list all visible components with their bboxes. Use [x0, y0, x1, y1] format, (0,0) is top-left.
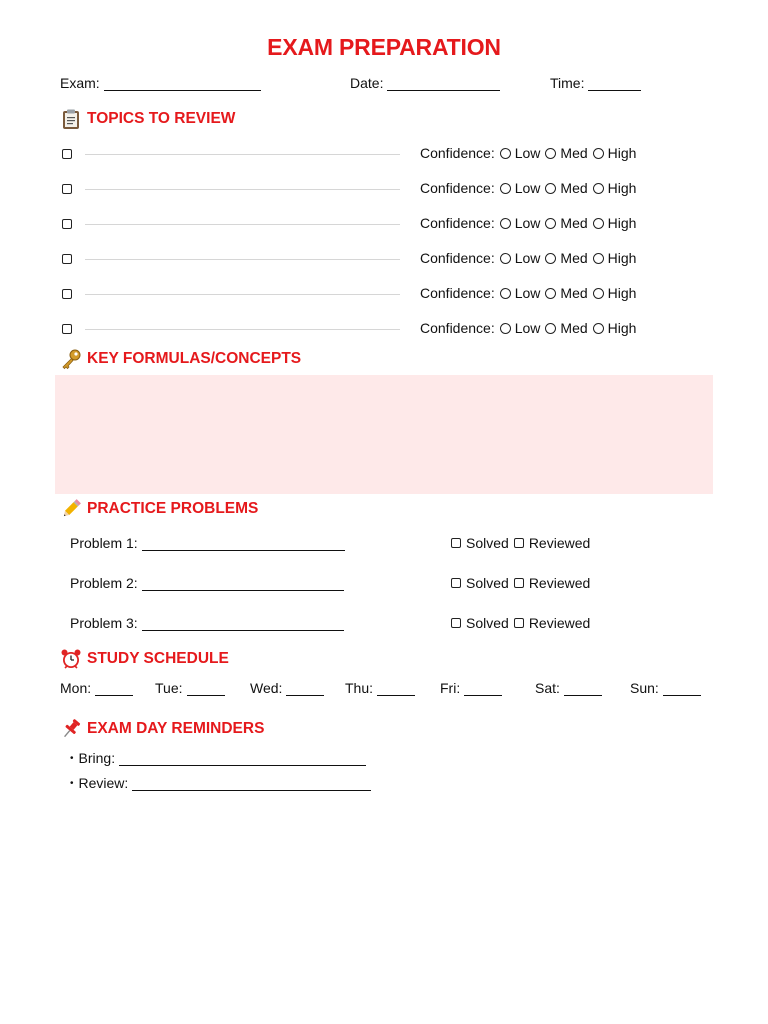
confidence-label: Confidence:: [420, 250, 495, 266]
confidence-group: [420, 145, 636, 161]
confidence-label: Confidence:: [420, 180, 495, 196]
pushpin-icon: [60, 718, 82, 740]
confidence-label: Confidence:: [420, 285, 495, 301]
confidence-radio-med[interactable]: [545, 218, 556, 229]
sat-label: Sat:: [535, 680, 560, 696]
schedule-row: [60, 680, 720, 700]
problem-row-3: [70, 615, 670, 635]
exam-label: Exam:: [60, 75, 100, 91]
reminder-bring[interactable]: [70, 750, 366, 766]
confidence-option-label: Med: [560, 215, 588, 231]
fri-blank[interactable]: [464, 682, 502, 696]
schedule-tue[interactable]: [155, 680, 225, 696]
confidence-radio-low[interactable]: [500, 183, 511, 194]
review-label: Review:: [78, 775, 129, 791]
confidence-option-label: Med: [560, 285, 588, 301]
pencil-icon: [60, 498, 82, 520]
formulas-heading-label: KEY FORMULAS/CONCEPTS: [87, 350, 302, 367]
confidence-option-label: Low: [514, 250, 541, 266]
key-icon: [60, 348, 82, 370]
confidence-radio-high[interactable]: [593, 288, 604, 299]
confidence-label: Confidence:: [420, 320, 495, 336]
topic-row-2: [60, 180, 720, 200]
topic-checkbox[interactable]: [62, 324, 72, 334]
reviewed-label: Reviewed: [528, 615, 591, 631]
topic-line[interactable]: [85, 329, 400, 330]
topic-line[interactable]: [85, 259, 400, 260]
confidence-option-label: Med: [560, 145, 588, 161]
problem-row-2: [70, 575, 670, 595]
problem-2-blank[interactable]: [142, 577, 344, 591]
sat-blank[interactable]: [564, 682, 602, 696]
page-title: EXAM PREPARATION: [267, 34, 501, 60]
problem-1-checks: [451, 535, 590, 551]
confidence-option-label: Low: [514, 285, 541, 301]
time-blank[interactable]: [588, 77, 641, 91]
confidence-radio-high[interactable]: [593, 148, 604, 159]
problem-3-label: Problem 3:: [70, 615, 138, 631]
tue-blank[interactable]: [187, 682, 225, 696]
schedule-heading: [60, 648, 229, 670]
confidence-radio-low[interactable]: [500, 218, 511, 229]
topics-heading-label: TOPICS TO REVIEW: [87, 110, 236, 127]
topic-line[interactable]: [85, 294, 400, 295]
problem-3-field[interactable]: [70, 615, 344, 631]
confidence-radio-high[interactable]: [593, 253, 604, 264]
confidence-group: [420, 250, 636, 266]
confidence-option-label: Low: [514, 180, 541, 196]
sun-label: Sun:: [630, 680, 659, 696]
problem-2-solved-checkbox[interactable]: [451, 578, 461, 588]
confidence-radio-med[interactable]: [545, 288, 556, 299]
confidence-option-label: High: [607, 320, 637, 336]
fri-label: Fri:: [440, 680, 461, 696]
confidence-option-label: Med: [560, 320, 588, 336]
reviewed-label: Reviewed: [528, 575, 591, 591]
practice-heading: [60, 498, 258, 520]
bullet: •: [70, 778, 74, 789]
date-label: Date:: [350, 75, 384, 91]
mon-blank[interactable]: [95, 682, 133, 696]
solved-label: Solved: [466, 575, 509, 591]
problem-3-reviewed-checkbox[interactable]: [514, 618, 524, 628]
confidence-group: [420, 215, 636, 231]
confidence-option-label: High: [607, 250, 637, 266]
tue-label: Tue:: [155, 680, 183, 696]
problem-row-1: [70, 535, 670, 555]
problem-1-blank[interactable]: [142, 537, 345, 551]
review-blank[interactable]: [132, 777, 371, 791]
reviewed-label: Reviewed: [528, 535, 591, 551]
schedule-mon[interactable]: [60, 680, 133, 696]
confidence-radio-med[interactable]: [545, 183, 556, 194]
formulas-heading: [60, 348, 301, 370]
confidence-radio-low[interactable]: [500, 323, 511, 334]
reminders-heading: [60, 718, 264, 740]
date-field[interactable]: [350, 75, 500, 91]
problem-2-checks: [451, 575, 590, 591]
confidence-option-label: Low: [514, 215, 541, 231]
confidence-group: [420, 320, 636, 336]
confidence-label: Confidence:: [420, 145, 495, 161]
topic-checkbox[interactable]: [62, 254, 72, 264]
problem-1-label: Problem 1:: [70, 535, 138, 551]
problem-2-label: Problem 2:: [70, 575, 138, 591]
confidence-option-label: High: [607, 285, 637, 301]
confidence-group: [420, 285, 636, 301]
confidence-radio-med[interactable]: [545, 148, 556, 159]
problem-1-reviewed-checkbox[interactable]: [514, 538, 524, 548]
date-blank[interactable]: [387, 77, 500, 91]
topic-row-4: [60, 250, 720, 270]
header-fields: [60, 75, 720, 95]
topic-line[interactable]: [85, 189, 400, 190]
confidence-radio-med[interactable]: [545, 323, 556, 334]
time-label: Time:: [550, 75, 585, 91]
bullet: •: [70, 753, 74, 764]
bring-blank[interactable]: [119, 752, 366, 766]
confidence-radio-low[interactable]: [500, 253, 511, 264]
problem-2-reviewed-checkbox[interactable]: [514, 578, 524, 588]
exam-blank[interactable]: [104, 77, 261, 91]
confidence-option-label: Low: [514, 145, 541, 161]
time-field[interactable]: [550, 75, 641, 91]
problem-2-field[interactable]: [70, 575, 344, 591]
wed-label: Wed:: [250, 680, 283, 696]
schedule-sat[interactable]: [535, 680, 602, 696]
confidence-radio-low[interactable]: [500, 148, 511, 159]
solved-label: Solved: [466, 615, 509, 631]
topic-checkbox[interactable]: [62, 184, 72, 194]
topic-line[interactable]: [85, 154, 400, 155]
sun-blank[interactable]: [663, 682, 701, 696]
formulas-box[interactable]: [55, 375, 713, 494]
problem-3-solved-checkbox[interactable]: [451, 618, 461, 628]
solved-label: Solved: [466, 535, 509, 551]
wed-blank[interactable]: [286, 682, 324, 696]
schedule-heading-label: STUDY SCHEDULE: [87, 650, 229, 667]
confidence-radio-med[interactable]: [545, 253, 556, 264]
confidence-option-label: High: [607, 180, 637, 196]
confidence-option-label: Med: [560, 180, 588, 196]
confidence-radio-low[interactable]: [500, 288, 511, 299]
exam-field[interactable]: [60, 75, 261, 91]
confidence-radio-high[interactable]: [593, 323, 604, 334]
confidence-option-label: High: [607, 145, 637, 161]
schedule-fri[interactable]: [440, 680, 502, 696]
reminder-review[interactable]: [70, 775, 371, 791]
alarm-clock-icon: [60, 648, 82, 670]
mon-label: Mon:: [60, 680, 92, 696]
topic-line[interactable]: [85, 224, 400, 225]
confidence-option-label: Low: [514, 320, 541, 336]
confidence-radio-high[interactable]: [593, 183, 604, 194]
topics-heading: [60, 108, 235, 130]
clipboard-icon: [60, 108, 82, 130]
problem-1-field[interactable]: [70, 535, 345, 551]
topic-checkbox[interactable]: [62, 219, 72, 229]
schedule-wed[interactable]: [250, 680, 324, 696]
problem-1-solved-checkbox[interactable]: [451, 538, 461, 548]
practice-heading-label: PRACTICE PROBLEMS: [87, 500, 259, 517]
thu-blank[interactable]: [377, 682, 415, 696]
schedule-sun[interactable]: [630, 680, 701, 696]
topic-row-6: [60, 320, 720, 340]
topic-checkbox[interactable]: [62, 289, 72, 299]
confidence-radio-high[interactable]: [593, 218, 604, 229]
bring-label: Bring:: [78, 750, 116, 766]
thu-label: Thu:: [345, 680, 374, 696]
confidence-group: [420, 180, 636, 196]
confidence-option-label: Med: [560, 250, 588, 266]
confidence-label: Confidence:: [420, 215, 495, 231]
reminders-heading-label: EXAM DAY REMINDERS: [87, 720, 265, 737]
problem-3-checks: [451, 615, 590, 631]
schedule-thu[interactable]: [345, 680, 415, 696]
topic-checkbox[interactable]: [62, 149, 72, 159]
topic-row-5: [60, 285, 720, 305]
topic-row-3: [60, 215, 720, 235]
topic-row-1: [60, 145, 720, 165]
confidence-option-label: High: [607, 215, 637, 231]
problem-3-blank[interactable]: [142, 617, 344, 631]
